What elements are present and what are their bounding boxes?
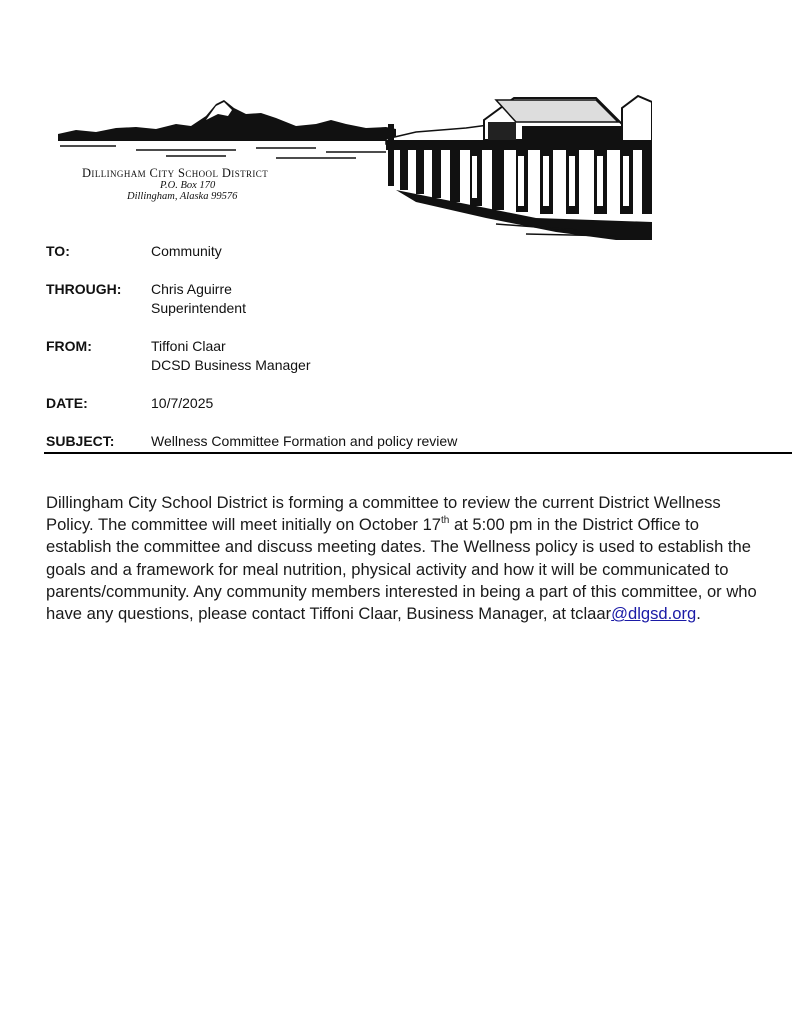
body-end: . [696,604,701,624]
organization-name: Dillingham City School District [82,166,269,180]
through-title: Superintendent [151,300,246,316]
po-box: P.O. Box 170 [160,180,216,191]
from-label: FROM: [46,338,92,354]
subject-value: Wellness Committee Formation and policy review [151,433,458,449]
memo-subject [46,432,746,451]
date-label: DATE: [46,395,88,411]
subject-label: SUBJECT: [46,433,115,449]
ordinal-suffix: th [441,514,450,526]
through-label: THROUGH: [46,281,122,297]
memo-to [46,242,222,261]
city-state-zip: Dillingham, Alaska 99576 [127,191,238,202]
body-part1: Dillingham City School District is forming a committee to review the current District Wellness Policy. The committee will meet initially on October 17 [46,493,721,535]
header-divider [44,452,792,454]
date-value: 10/7/2025 [151,395,214,411]
from-title: DCSD Business Manager [151,357,311,373]
memo-from [46,337,311,375]
to-label: TO: [46,243,70,259]
body-part2: at 5:00 pm in the District Office to establish the committee and discuss meeting dates. The Wellness policy is used to establish the goals and a framework for meal nutrition, physical activity and how it will be communicated to parents/community. Any community members interested in being a part of this committee, or who have any questions, please contact Tiffoni Claar, Business Manager, at tclaar [46,515,757,624]
memo-through [46,280,246,318]
through-name: Chris Aguirre [151,281,232,297]
to-value: Community [151,243,222,259]
memo-body [46,492,766,625]
letterhead [56,94,652,240]
from-name: Tiffoni Claar [151,338,226,354]
memo-date [46,394,213,413]
email-link[interactable]: @dlgsd.org [611,604,697,624]
